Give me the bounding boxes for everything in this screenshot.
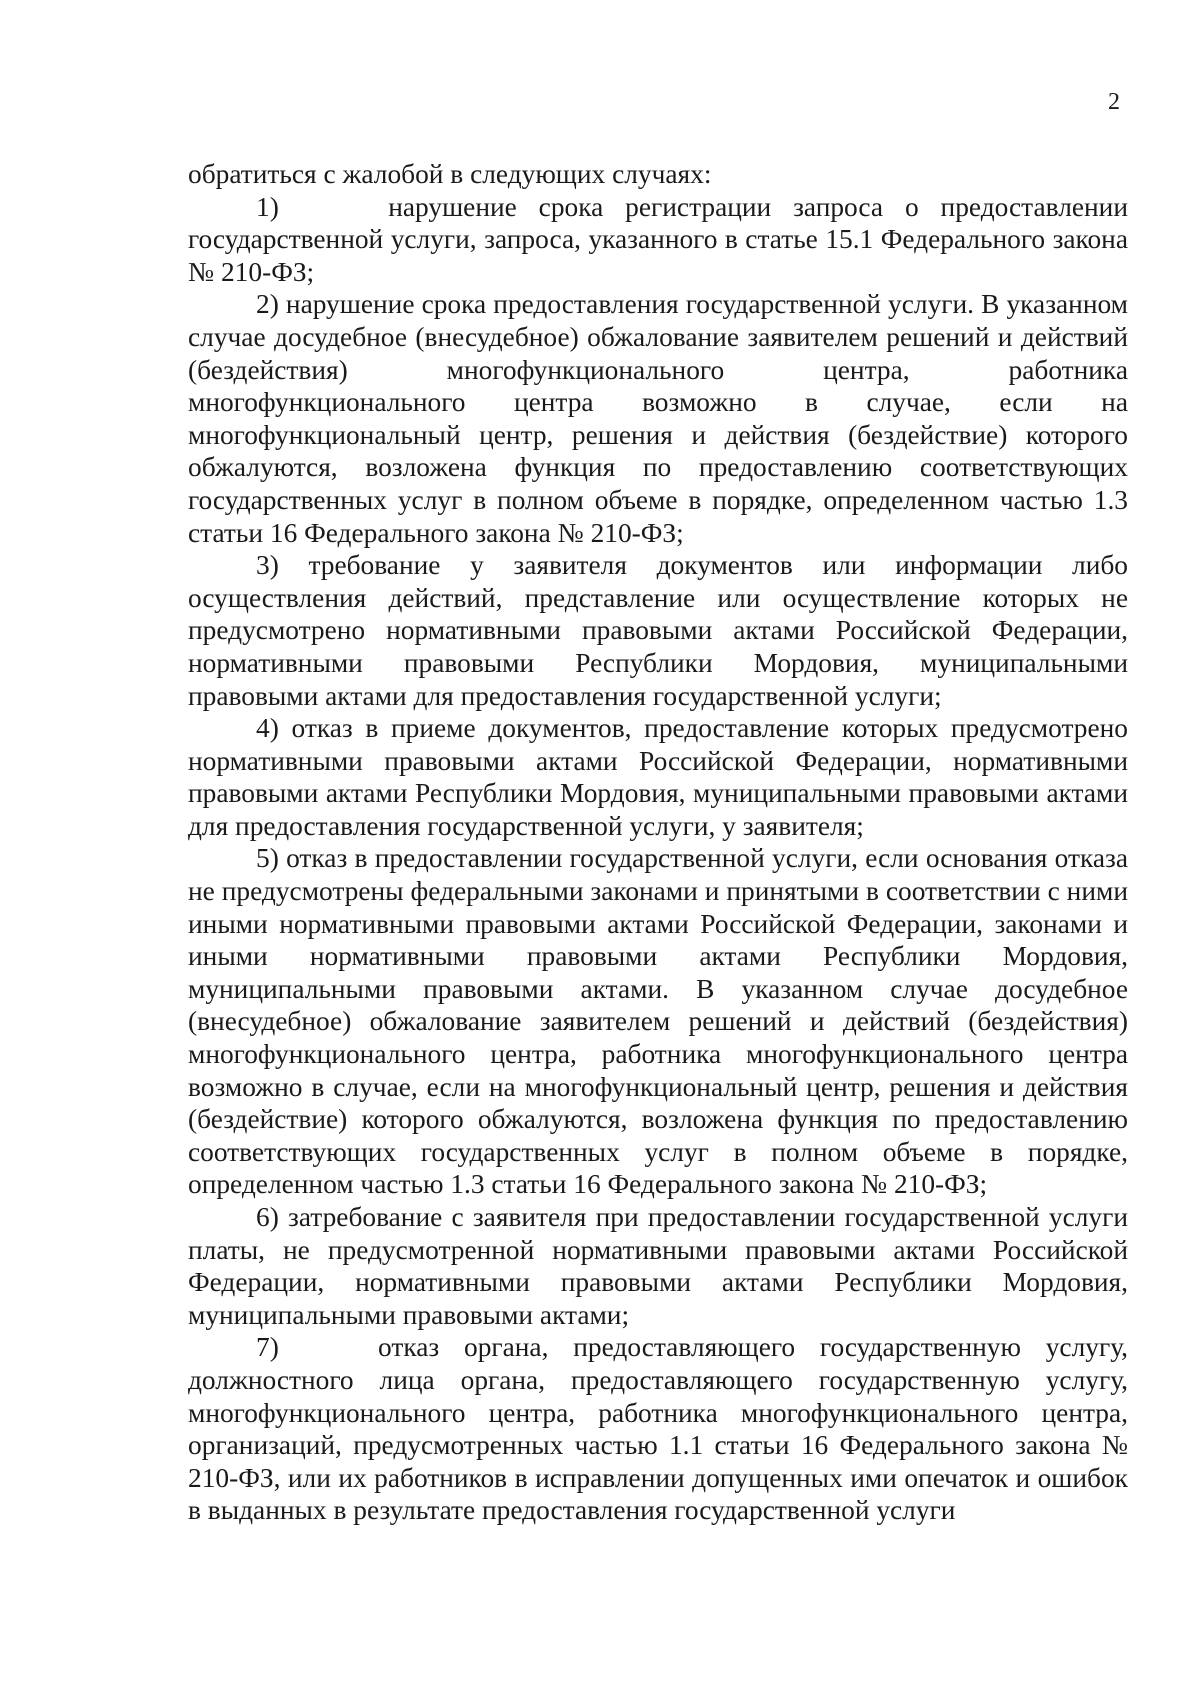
list-item-7: 7) отказ органа, предоставляющего государственную услугу, должностного лица органа, предоставляющего государственную услугу, многофункционального центра, работника многофункционального центра, организаций, предусмотренных частью 1.1 статьи 16 Федерального закона № 210-ФЗ, или их работников в исправлении допущенных ими опечаток и ошибок в выданных в результате предоставления государственной услуги (188, 1332, 1128, 1526)
list-item-1: 1) нарушение срока регистрации запроса о предоставлении государственной услуги, запроса, указанного в статье 15.1 Федерального закона № 210-ФЗ; (188, 191, 1128, 287)
list-item-6: 6) затребование с заявителя при предоставлении государственной услуги платы, не предусмотренной нормативными правовыми актами Российской Федерации, нормативными правовыми актами Республики Мордовия, муниципальными правовыми актами; (188, 1202, 1128, 1330)
intro-paragraph: обратиться с жалобой в следующих случаях: (188, 159, 712, 189)
document-body (188, 158, 1128, 1527)
list-item-3: 3) требование у заявителя документов или информации либо осуществления действий, представление или осуществление которых не предусмотрено нормативными правовыми актами Российской Федерации, нормативными правовыми Республики Мордовия, муниципальными правовыми актами для предоставления государственной услуги; (188, 550, 1128, 711)
list-item-2: 2) нарушение срока предоставления государственной услуги. В указанном случае досудебное (внесудебное) обжалование заявителем решений и действий (бездействия) многофункционального центра, работника многофункционального центра возможно в случае, если на многофункциональный центр, решения и действия (бездействие) которого обжалуются, возложена функция по предоставлению соответствующих государственных услуг в полном объеме в порядке, определенном частью 1.3 статьи 16 Федерального закона № 210-ФЗ; (188, 289, 1128, 548)
page-number: 2 (1108, 89, 1120, 115)
list-item-4: 4) отказ в приеме документов, предоставление которых предусмотрено нормативными правовыми актами Российской Федерации, нормативными правовыми актами Республики Мордовия, муниципальными правовыми актами для предоставления государственной услуги, у заявителя; (188, 713, 1128, 841)
list-item-5: 5) отказ в предоставлении государственной услуги, если основания отказа не предусмотрены федеральными законами и принятыми в соответствии с ними иными нормативными правовыми актами Российской Федерации, законами и иными нормативными правовыми актами Республики Мордовия, муниципальными правовыми актами. В указанном случае досудебное (внесудебное) обжалование заявителем решений и действий (бездействия) многофункционального центра, работника многофункционального центра возможно в случае, если на многофункциональный центр, решения и действия (бездействие) которого обжалуются, возложена функция по предоставлению соответствующих государственных услуг в полном объеме в порядке, определенном частью 1.3 статьи 16 Федерального закона № 210-ФЗ; (188, 843, 1128, 1200)
